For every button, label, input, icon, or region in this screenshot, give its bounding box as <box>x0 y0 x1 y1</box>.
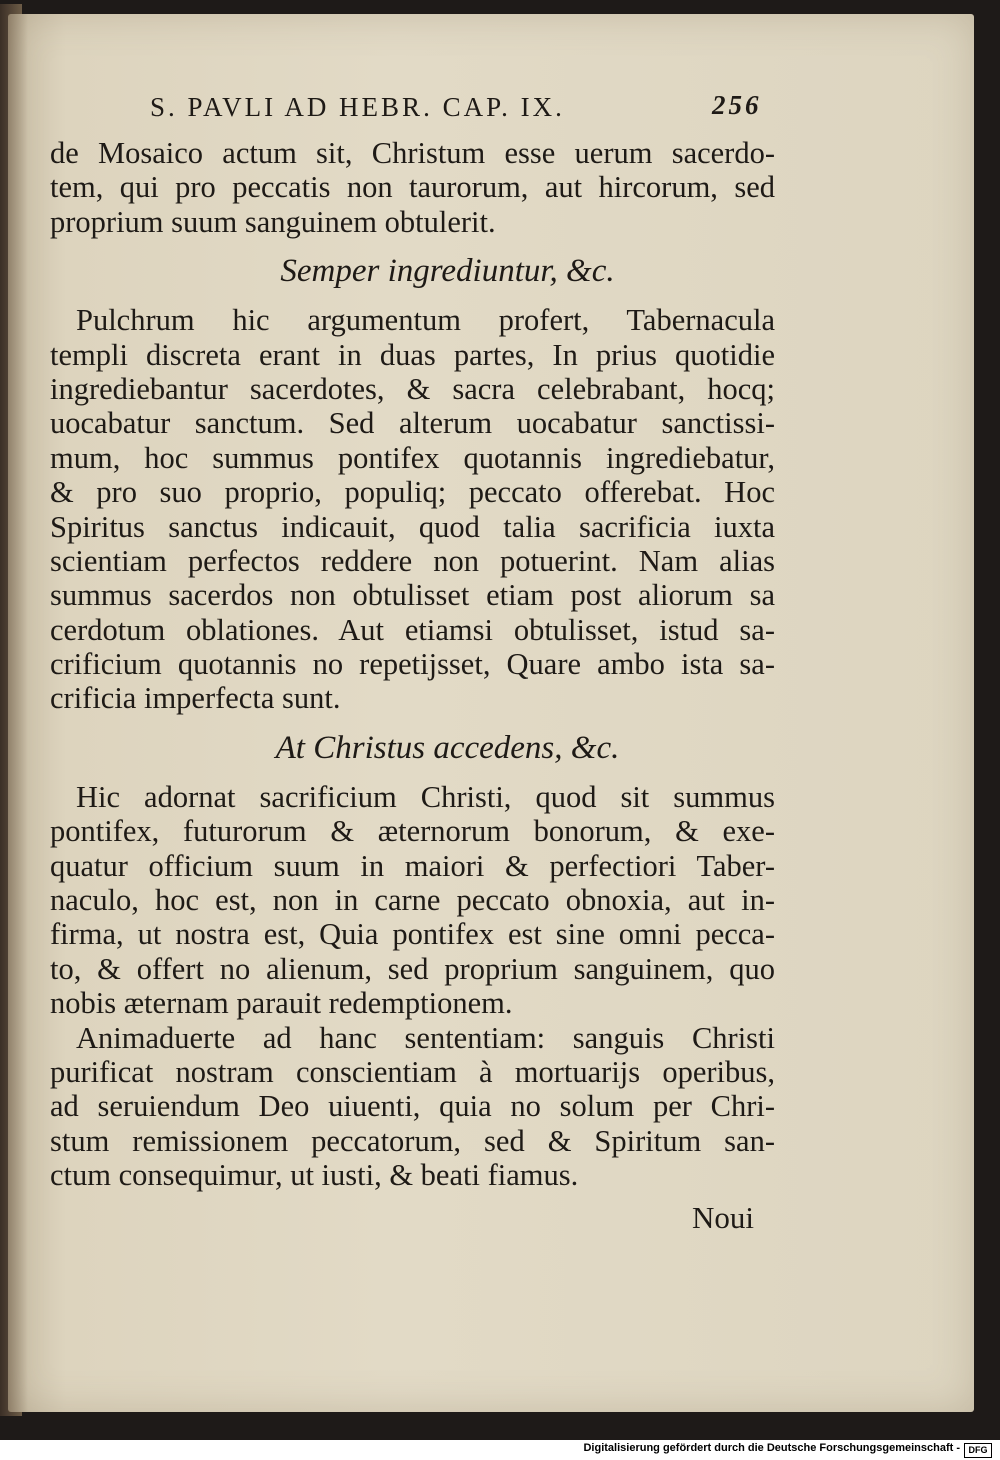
text-line: uocabatur sanctum. Sed alterum uocabatur sanctissi- <box>50 406 775 441</box>
text-line: purificat nostram conscientiam à mortuarijs operibus, <box>50 1054 775 1089</box>
text-line: Pulchrum hic argumentum profert, Tabernacula <box>76 303 775 338</box>
paragraph-3 <box>50 780 775 1021</box>
text-line: ingrediebantur sacerdotes, & sacra celebrabant, hocq; <box>50 371 775 406</box>
text-line: pontifex, futurorum & æternorum bonorum, & exe- <box>50 814 775 849</box>
text-line: de Mosaico actum sit, Christum esse uerum sacerdo- <box>50 136 775 170</box>
text-line: nobis æternam parauit redemptionem. <box>50 986 513 1021</box>
text-line: naculo, hoc est, non in carne peccato obnoxia, aut in- <box>50 883 775 918</box>
running-header <box>50 92 775 136</box>
text-line: cerdotum oblationes. Aut etiamsi obtulisset, istud sa- <box>50 612 775 647</box>
paragraph-2 <box>50 303 775 716</box>
folio-number: 256 <box>712 90 762 120</box>
text-line: Spiritus sanctus indicauit, quod talia sacrificia iuxta <box>50 509 775 544</box>
lemma-heading-1: Semper ingrediuntur, &c. <box>280 253 615 290</box>
text-line: tem, qui pro peccatis non taurorum, aut hircorum, sed <box>50 170 775 205</box>
text-line: proprium suum sanguinem obtulerit. <box>50 204 496 239</box>
paragraph-1 <box>50 136 775 239</box>
footer-bar <box>0 1440 1000 1460</box>
text-line: ad seruiendum Deo uiuenti, quia no solum per Chri- <box>50 1089 775 1124</box>
page-text <box>50 92 775 1193</box>
text-line: ctum consequimur, ut iusti, & beati fiamus. <box>50 1158 579 1193</box>
text-line: to, & offert no alienum, sed proprium sanguinem, quo <box>50 951 775 986</box>
text-line: scientiam perfectos reddere non potuerint. Nam alias <box>50 543 775 578</box>
paragraph-4 <box>50 1021 775 1193</box>
text-line: mum, hoc summus pontifex quotannis ingrediebatur, <box>50 440 775 475</box>
running-title: S. PAVLI AD HEBR. CAP. IX. <box>150 92 565 122</box>
page-gutter-shadow <box>8 14 28 1412</box>
catchword: Noui <box>692 1200 754 1235</box>
text-line: templi discreta erant in duas partes, In prius quotidie <box>50 337 775 372</box>
text-line: summus sacerdos non obtulisset etiam post aliorum sa <box>50 578 775 613</box>
text-line: Animaduerte ad hanc sententiam: sanguis Christi <box>76 1020 775 1055</box>
dfg-logo: DFG <box>964 1443 992 1458</box>
text-line: crificium quotannis no repetijsset, Quare ambo ista sa- <box>50 647 775 682</box>
text-line: firma, ut nostra est, Quia pontifex est sine omni pecca- <box>50 917 775 952</box>
text-line: quatur officium suum in maiori & perfectiori Taber- <box>50 848 775 883</box>
text-line: crificia imperfecta sunt. <box>50 681 341 716</box>
text-line: & pro suo proprio, populiq; peccato offerebat. Hoc <box>50 475 775 510</box>
funding-credit: Digitalisierung gefördert durch die Deutsche Forschungsgemeinschaft - <box>583 1442 960 1454</box>
text-line: Hic adornat sacrificium Christi, quod sit summus <box>76 779 775 814</box>
text-line: stum remissionem peccatorum, sed & Spiritum san- <box>50 1123 775 1158</box>
lemma-heading-2: At Christus accedens, &c. <box>275 729 620 766</box>
